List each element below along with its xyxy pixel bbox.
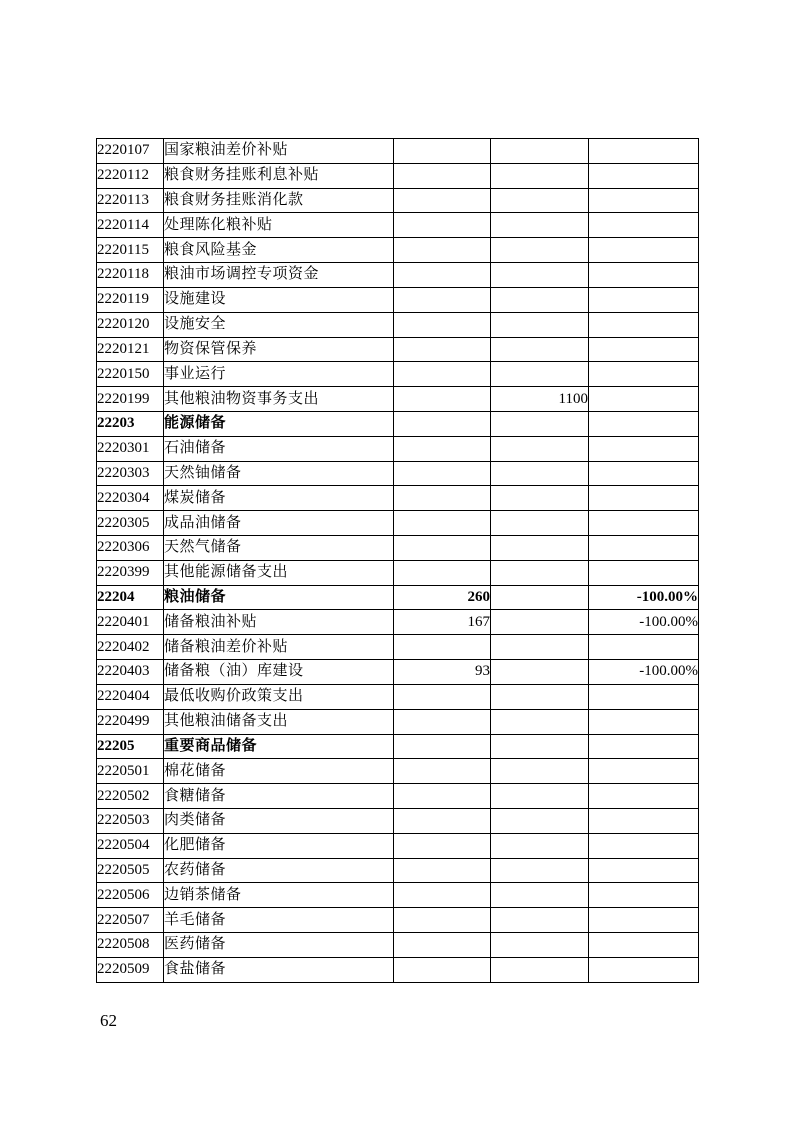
cell-value-col1 bbox=[394, 362, 491, 387]
cell-name: 物资保管保养 bbox=[164, 337, 394, 362]
cell-value-col1 bbox=[394, 486, 491, 511]
cell-value-col2 bbox=[491, 411, 589, 436]
cell-value-col1 bbox=[394, 511, 491, 536]
table-row bbox=[97, 957, 699, 982]
cell-value-col1 bbox=[394, 908, 491, 933]
cell-value-col1 bbox=[394, 536, 491, 561]
cell-percent bbox=[589, 957, 699, 982]
table-row bbox=[97, 660, 699, 685]
cell-name: 储备粮油补贴 bbox=[164, 610, 394, 635]
cell-code: 2220120 bbox=[97, 312, 164, 337]
cell-percent bbox=[589, 784, 699, 809]
page-number: 62 bbox=[100, 1011, 117, 1030]
cell-value-col1: 93 bbox=[394, 660, 491, 685]
cell-value-col2 bbox=[491, 933, 589, 958]
cell-name: 成品油储备 bbox=[164, 511, 394, 536]
table-row bbox=[97, 808, 699, 833]
cell-value-col1 bbox=[394, 759, 491, 784]
cell-code: 2220107 bbox=[97, 139, 164, 164]
cell-value-col1 bbox=[394, 411, 491, 436]
cell-name: 事业运行 bbox=[164, 362, 394, 387]
cell-value-col1 bbox=[394, 957, 491, 982]
cell-percent bbox=[589, 511, 699, 536]
cell-percent bbox=[589, 238, 699, 263]
cell-value-col1 bbox=[394, 635, 491, 660]
cell-value-col2 bbox=[491, 784, 589, 809]
cell-name: 处理陈化粮补贴 bbox=[164, 213, 394, 238]
table-row bbox=[97, 486, 699, 511]
cell-code: 2220504 bbox=[97, 833, 164, 858]
table-row bbox=[97, 610, 699, 635]
cell-value-col1 bbox=[394, 784, 491, 809]
cell-name: 农药储备 bbox=[164, 858, 394, 883]
cell-value-col2 bbox=[491, 536, 589, 561]
cell-percent bbox=[589, 635, 699, 660]
cell-code: 2220113 bbox=[97, 188, 164, 213]
table-row bbox=[97, 411, 699, 436]
cell-value-col2 bbox=[491, 610, 589, 635]
cell-value-col2 bbox=[491, 486, 589, 511]
cell-value-col2 bbox=[491, 808, 589, 833]
cell-name: 粮油市场调控专项资金 bbox=[164, 263, 394, 288]
table-row bbox=[97, 883, 699, 908]
table-row bbox=[97, 536, 699, 561]
cell-code: 2220499 bbox=[97, 709, 164, 734]
cell-name: 粮食风险基金 bbox=[164, 238, 394, 263]
cell-value-col1 bbox=[394, 238, 491, 263]
cell-value-col1 bbox=[394, 436, 491, 461]
cell-name: 能源储备 bbox=[164, 411, 394, 436]
cell-value-col2 bbox=[491, 957, 589, 982]
cell-code: 2220501 bbox=[97, 759, 164, 784]
cell-value-col2 bbox=[491, 684, 589, 709]
cell-value-col2 bbox=[491, 461, 589, 486]
cell-code: 2220115 bbox=[97, 238, 164, 263]
table-row bbox=[97, 461, 699, 486]
cell-code: 2220150 bbox=[97, 362, 164, 387]
cell-value-col1 bbox=[394, 337, 491, 362]
table-row bbox=[97, 511, 699, 536]
cell-value-col2 bbox=[491, 337, 589, 362]
table-row bbox=[97, 337, 699, 362]
table-row bbox=[97, 585, 699, 610]
cell-name: 石油储备 bbox=[164, 436, 394, 461]
cell-name: 其他粮油储备支出 bbox=[164, 709, 394, 734]
table-row bbox=[97, 858, 699, 883]
cell-code: 22204 bbox=[97, 585, 164, 610]
cell-percent bbox=[589, 883, 699, 908]
table-row bbox=[97, 933, 699, 958]
cell-code: 2220506 bbox=[97, 883, 164, 908]
cell-code: 2220403 bbox=[97, 660, 164, 685]
cell-value-col2 bbox=[491, 833, 589, 858]
cell-value-col1 bbox=[394, 560, 491, 585]
cell-code: 2220399 bbox=[97, 560, 164, 585]
cell-percent bbox=[589, 734, 699, 759]
cell-percent bbox=[589, 808, 699, 833]
table-row bbox=[97, 287, 699, 312]
cell-name: 化肥储备 bbox=[164, 833, 394, 858]
cell-percent bbox=[589, 287, 699, 312]
cell-name: 重要商品储备 bbox=[164, 734, 394, 759]
cell-percent: -100.00% bbox=[589, 610, 699, 635]
cell-code: 2220306 bbox=[97, 536, 164, 561]
cell-name: 粮油储备 bbox=[164, 585, 394, 610]
cell-percent bbox=[589, 486, 699, 511]
cell-name: 设施安全 bbox=[164, 312, 394, 337]
table-row bbox=[97, 734, 699, 759]
cell-value-col1 bbox=[394, 213, 491, 238]
cell-name: 其他能源储备支出 bbox=[164, 560, 394, 585]
cell-code: 2220119 bbox=[97, 287, 164, 312]
cell-name: 羊毛储备 bbox=[164, 908, 394, 933]
budget-table bbox=[96, 138, 699, 983]
cell-name: 煤炭储备 bbox=[164, 486, 394, 511]
cell-name: 其他粮油物资事务支出 bbox=[164, 387, 394, 412]
cell-code: 2220502 bbox=[97, 784, 164, 809]
table-row bbox=[97, 709, 699, 734]
cell-value-col2 bbox=[491, 660, 589, 685]
cell-value-col2 bbox=[491, 734, 589, 759]
cell-code: 2220503 bbox=[97, 808, 164, 833]
cell-value-col1 bbox=[394, 263, 491, 288]
table-row bbox=[97, 188, 699, 213]
table-row bbox=[97, 362, 699, 387]
cell-percent bbox=[589, 213, 699, 238]
table-row bbox=[97, 784, 699, 809]
cell-value-col1: 260 bbox=[394, 585, 491, 610]
cell-value-col1 bbox=[394, 933, 491, 958]
cell-name: 国家粮油差价补贴 bbox=[164, 139, 394, 164]
table-row bbox=[97, 908, 699, 933]
cell-code: 22203 bbox=[97, 411, 164, 436]
cell-value-col1 bbox=[394, 808, 491, 833]
cell-code: 2220303 bbox=[97, 461, 164, 486]
cell-value-col1 bbox=[394, 163, 491, 188]
cell-percent bbox=[589, 461, 699, 486]
table-row bbox=[97, 635, 699, 660]
cell-value-col2 bbox=[491, 188, 589, 213]
cell-code: 2220304 bbox=[97, 486, 164, 511]
cell-percent bbox=[589, 188, 699, 213]
table-row bbox=[97, 560, 699, 585]
cell-percent bbox=[589, 387, 699, 412]
cell-value-col1 bbox=[394, 684, 491, 709]
table-row bbox=[97, 759, 699, 784]
cell-value-col2 bbox=[491, 287, 589, 312]
cell-percent bbox=[589, 411, 699, 436]
cell-value-col2: 1100 bbox=[491, 387, 589, 412]
table-row bbox=[97, 312, 699, 337]
cell-percent bbox=[589, 709, 699, 734]
cell-code: 2220507 bbox=[97, 908, 164, 933]
cell-name: 食糖储备 bbox=[164, 784, 394, 809]
cell-name: 粮食财务挂账消化款 bbox=[164, 188, 394, 213]
cell-value-col1 bbox=[394, 312, 491, 337]
cell-percent bbox=[589, 858, 699, 883]
cell-value-col2 bbox=[491, 511, 589, 536]
cell-value-col2 bbox=[491, 238, 589, 263]
cell-value-col1 bbox=[394, 139, 491, 164]
cell-value-col1: 167 bbox=[394, 610, 491, 635]
table-row bbox=[97, 263, 699, 288]
cell-percent bbox=[589, 263, 699, 288]
cell-value-col2 bbox=[491, 709, 589, 734]
cell-name: 边销茶储备 bbox=[164, 883, 394, 908]
cell-code: 2220114 bbox=[97, 213, 164, 238]
table-row bbox=[97, 213, 699, 238]
cell-value-col2 bbox=[491, 362, 589, 387]
table-row bbox=[97, 238, 699, 263]
cell-value-col1 bbox=[394, 188, 491, 213]
cell-value-col2 bbox=[491, 635, 589, 660]
cell-code: 2220508 bbox=[97, 933, 164, 958]
cell-code: 2220118 bbox=[97, 263, 164, 288]
cell-value-col1 bbox=[394, 709, 491, 734]
cell-percent bbox=[589, 536, 699, 561]
cell-value-col2 bbox=[491, 263, 589, 288]
table-row bbox=[97, 387, 699, 412]
cell-percent bbox=[589, 684, 699, 709]
cell-value-col1 bbox=[394, 287, 491, 312]
cell-name: 最低收购价政策支出 bbox=[164, 684, 394, 709]
cell-code: 2220505 bbox=[97, 858, 164, 883]
cell-value-col1 bbox=[394, 858, 491, 883]
cell-value-col1 bbox=[394, 883, 491, 908]
cell-value-col2 bbox=[491, 139, 589, 164]
cell-value-col2 bbox=[491, 163, 589, 188]
cell-name: 储备粮（油）库建设 bbox=[164, 660, 394, 685]
table-row bbox=[97, 436, 699, 461]
budget-table-body bbox=[97, 139, 699, 983]
cell-name: 天然铀储备 bbox=[164, 461, 394, 486]
cell-code: 2220401 bbox=[97, 610, 164, 635]
cell-percent: -100.00% bbox=[589, 585, 699, 610]
table-row bbox=[97, 163, 699, 188]
cell-code: 2220199 bbox=[97, 387, 164, 412]
cell-value-col2 bbox=[491, 213, 589, 238]
cell-value-col2 bbox=[491, 560, 589, 585]
cell-value-col1 bbox=[394, 387, 491, 412]
cell-code: 22205 bbox=[97, 734, 164, 759]
cell-percent bbox=[589, 436, 699, 461]
cell-code: 2220402 bbox=[97, 635, 164, 660]
cell-percent bbox=[589, 933, 699, 958]
cell-name: 医药储备 bbox=[164, 933, 394, 958]
cell-value-col1 bbox=[394, 734, 491, 759]
cell-percent bbox=[589, 312, 699, 337]
table-row bbox=[97, 684, 699, 709]
cell-code: 2220509 bbox=[97, 957, 164, 982]
cell-name: 肉类储备 bbox=[164, 808, 394, 833]
table-row bbox=[97, 139, 699, 164]
cell-value-col2 bbox=[491, 585, 589, 610]
cell-percent bbox=[589, 908, 699, 933]
cell-value-col1 bbox=[394, 833, 491, 858]
table-row bbox=[97, 833, 699, 858]
cell-code: 2220112 bbox=[97, 163, 164, 188]
cell-name: 储备粮油差价补贴 bbox=[164, 635, 394, 660]
cell-name: 食盐储备 bbox=[164, 957, 394, 982]
cell-name: 粮食财务挂账利息补贴 bbox=[164, 163, 394, 188]
cell-percent bbox=[589, 833, 699, 858]
cell-code: 2220404 bbox=[97, 684, 164, 709]
cell-percent bbox=[589, 337, 699, 362]
cell-name: 设施建设 bbox=[164, 287, 394, 312]
cell-name: 棉花储备 bbox=[164, 759, 394, 784]
cell-value-col2 bbox=[491, 858, 589, 883]
cell-name: 天然气储备 bbox=[164, 536, 394, 561]
cell-value-col2 bbox=[491, 759, 589, 784]
cell-percent bbox=[589, 139, 699, 164]
cell-value-col2 bbox=[491, 883, 589, 908]
cell-code: 2220301 bbox=[97, 436, 164, 461]
cell-value-col2 bbox=[491, 908, 589, 933]
cell-value-col2 bbox=[491, 312, 589, 337]
cell-percent bbox=[589, 362, 699, 387]
cell-code: 2220305 bbox=[97, 511, 164, 536]
cell-code: 2220121 bbox=[97, 337, 164, 362]
cell-value-col2 bbox=[491, 436, 589, 461]
cell-percent bbox=[589, 560, 699, 585]
cell-percent bbox=[589, 759, 699, 784]
cell-percent: -100.00% bbox=[589, 660, 699, 685]
cell-value-col1 bbox=[394, 461, 491, 486]
cell-percent bbox=[589, 163, 699, 188]
